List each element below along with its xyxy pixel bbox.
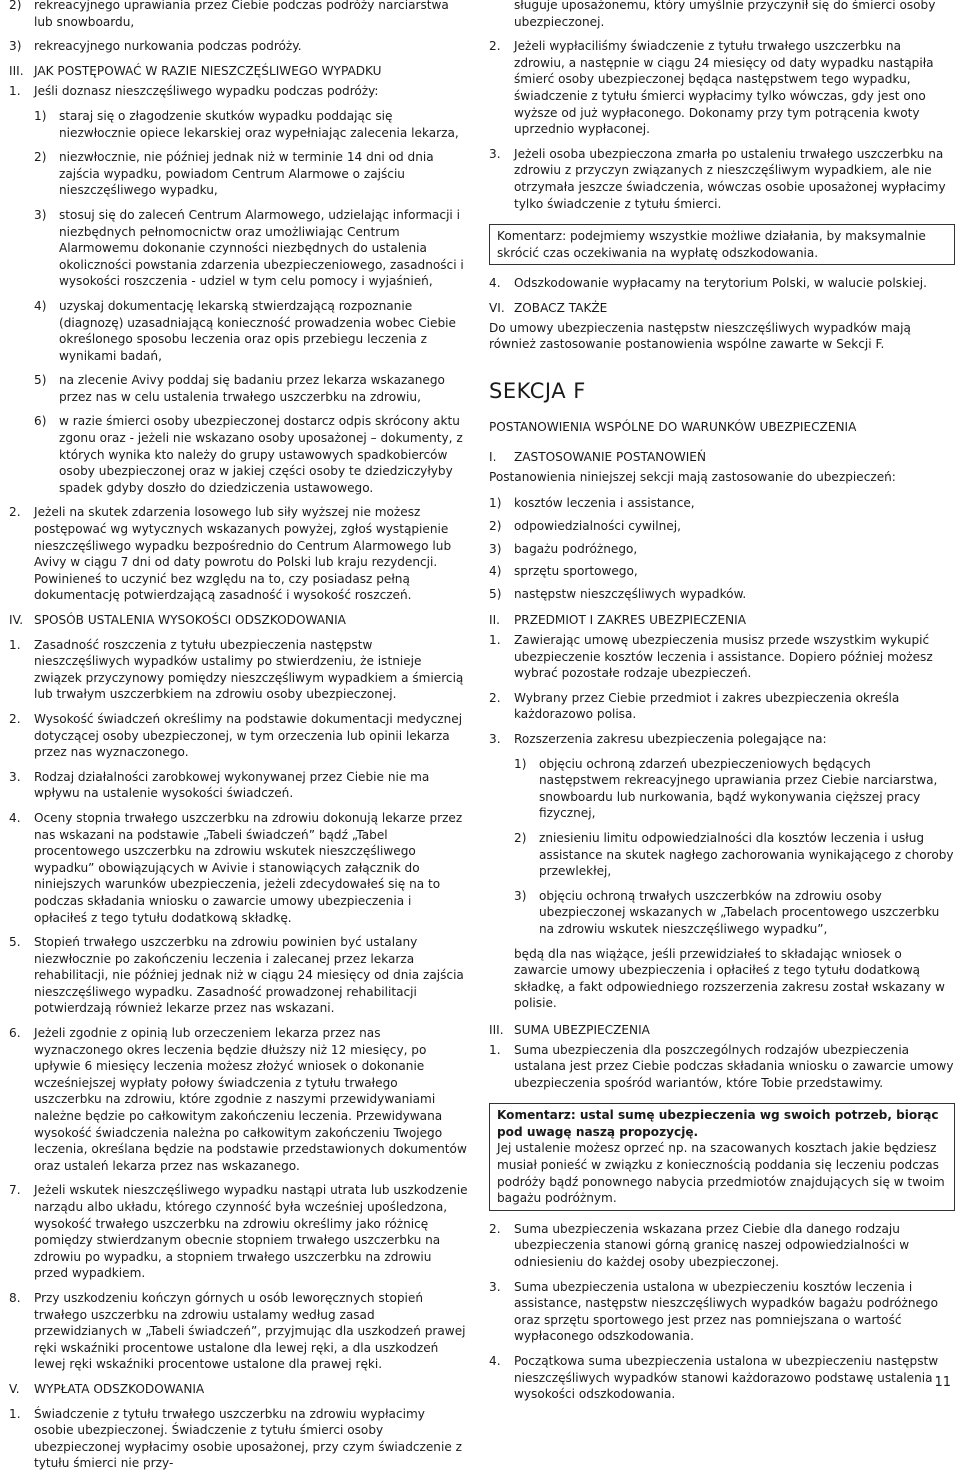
left-column bbox=[9, 0, 468, 1480]
comment-box bbox=[489, 1103, 955, 1211]
section-heading: III. JAK POSTĘPOWAĆ W RAZIE NIESZCZĘŚLIWEGO WYPADKU bbox=[9, 63, 382, 78]
list-item: 2. Wysokość świadczeń określimy na podstawie dokumentacji medycznej dotyczącej osoby ubezpieczonej, w tym orzeczenia lub opinii lekarza przez nas wyznaczonego. bbox=[9, 711, 463, 760]
list-item: 1. Jeśli doznasz nieszczęśliwego wypadku podczas podróży: bbox=[9, 84, 379, 99]
comment-box: Komentarz: podejmiemy wszystkie możliwe działania, by maksymalnie skrócić czas oczekiwania na wypłatę odszkodowania. bbox=[489, 224, 955, 265]
section-heading: III. SUMA UBEZPIECZENIA bbox=[489, 1022, 650, 1037]
list-item: 1. Zawierając umowę ubezpieczenia musisz przede wszystkim wykupić ubezpieczenie kosztów leczenia i assistance. Dopiero później możesz wybrać pozostałe rodzaje ubezpieczeń. bbox=[489, 633, 933, 681]
list-item: 2) niezwłocznie, nie później jednak niż w terminie 14 dni od dnia zajścia wypadku, powiadom Centrum Alarmowe o zajściu nieszczęśliwego wypadku, bbox=[34, 150, 434, 198]
list-item: 2. Suma ubezpieczenia wskazana przez Ciebie dla danego rodzaju ubezpieczenia stanowi górną granicę naszej odpowiedzialności w odniesieniu do każdej osoby ubezpieczonej. bbox=[489, 1221, 910, 1270]
continuation-text: sługuje uposażonemu, który umyślnie przyczynił się do śmierci osoby ubezpieczonej. bbox=[514, 0, 936, 29]
section-heading: I. ZASTOSOWANIE POSTANOWIEŃ bbox=[489, 450, 706, 465]
list-item: 5) na zlecenie Avivy poddaj się badaniu przez lekarza wskazanego przez nas w celu ustalenia trwałego uszczerbku na zdrowiu, bbox=[34, 373, 445, 404]
page-number: 11 bbox=[934, 1375, 951, 1391]
list-item: 1) staraj się o złagodzenie skutków wypadku poddając się niezwłocznie opiece lekarskiej oraz wypełniając zalecenia lekarza, bbox=[34, 108, 459, 140]
paragraph: będą dla nas wiążące, jeśli przewidziałeś to składając wniosek o zawarcie umowy ubezpieczenia i opłaciłeś z tego tytułu dodatkową składkę, a fakt odpowiedniego rozszerzenia zakresu został wskazany w polisie. bbox=[514, 946, 945, 1011]
list-item: 2. Jeżeli wypłaciliśmy świadczenie z tytułu trwałego uszczerbku na zdrowiu, a następnie w ciągu 24 miesięcy od daty wypadku nastąpiła śmierć osoby ubezpieczonej będąca następstwem tego wypadku, świadczenie z tytułu śmierci wypłacimy tylko wówczas, gdy jest ono wyższe od już wypłaconego. Dokonamy przy tym potrącenia kwoty uprzednio wypłaconej. bbox=[489, 39, 934, 137]
list-item: 3) objęciu ochroną trwałych uszczerbków na zdrowiu osoby ubezpieczonej wskazanych w „Tabelach procentowego uszczerbku na zdrowiu wskutek nieszczęśliwego wypadku”, bbox=[514, 888, 940, 936]
list-item: 7. Jeżeli wskutek nieszczęśliwego wypadku nastąpi utrata lub uszkodzenie narządu albo układu, którego czynność była wcześniej upośledzona, wysokość trwałego uszczerbku na zdrowiu określimy jako różnicę pomiędzy stwierdzanym obecnie stopniem trwałego uszczerbku na zdrowiu po wypadku, a stopniem trwałego uszczerbku na zdrowiu przed wypadkiem. bbox=[9, 1183, 468, 1281]
list-item: 4. Początkowa suma ubezpieczenia ustalona w ubezpieczeniu następstw nieszczęśliwych wypadków stanowi każdorazowo podstawę ustalenia wysokości odszkodowania. bbox=[489, 1354, 939, 1402]
list-item: 1. Zasadność roszczenia z tytułu ubezpieczenia następstw nieszczęśliwych wypadków ustalimy po stwierdzeniu, że istnieje związek przyczynowy pomiędzy nieszczęśliwym wypadkiem a śmiercią lub trwałym uszczerbkiem na zdrowiu osoby ubezpieczonej. bbox=[9, 637, 464, 702]
list-item: 2) odpowiedzialności cywilnej, bbox=[489, 519, 681, 534]
list-item: 4) uzyskaj dokumentację lekarską stwierdzającą rozpoznanie (diagnozę) uzasadniającą konieczność prowadzenia wobec Ciebie określonego sposobu leczenia oraz opis przebiegu leczenia z wynikami badań, bbox=[34, 298, 456, 363]
list-item: 2) zniesieniu limitu odpowiedzialności dla kosztów leczenia i usług assistance na skutek nagłego zachorowania wynikającego z choroby przewlekłej, bbox=[514, 830, 954, 879]
list-item: 3. Jeżeli osoba ubezpieczona zmarła po ustaleniu trwałego uszczerbku na zdrowiu z przyczyn związanych z nieszczęśliwym wypadkiem, ale nie otrzymała jeszcze świadczenia, wówczas osobie uposażonej wypłacimy tylko świadczenie z tytułu śmierci. bbox=[489, 146, 946, 211]
list-item: 2) rekreacyjnego uprawiania przez Ciebie podczas podróży narciarstwa lub snowboardu, bbox=[9, 0, 449, 29]
list-item: 3. Rodzaj działalności zarobkowej wykonywanej przez Ciebie nie ma wpływu na ustalenie wysokości świadczeń. bbox=[9, 769, 430, 801]
list-item: 2. Wybrany przez Ciebie przedmiot i zakres ubezpieczenia określa każdorazowo polisa. bbox=[489, 690, 900, 722]
list-item: 3. Rozszerzenia zakresu ubezpieczenia polegające na: bbox=[489, 732, 827, 746]
comment-title: Komentarz: ustal sumę ubezpieczenia wg swoich potrzeb, biorąc pod uwagę naszą propozycję. bbox=[497, 1108, 939, 1139]
section-heading: II. PRZEDMIOT I ZAKRES UBEZPIECZENIA bbox=[489, 613, 746, 628]
list-item: 3) stosuj się do zaleceń Centrum Alarmowego, udzielając informacji i niezbędnych pełnomocnictw oraz umożliwiając Centrum Alarmowemu dokonanie czynności niezbędnych do ustalenia okoliczności powstania zdarzenia ubezpieczeniowego, zasadności i wysokości roszczenia - udziel w tym celu pomocy i wyjaśnień, bbox=[34, 207, 464, 289]
section-heading: V. WYPŁATA ODSZKODOWANIA bbox=[9, 1381, 205, 1396]
list-item: 4. Odszkodowanie wypłacamy na terytorium Polski, w walucie polskiej. bbox=[489, 276, 927, 291]
comment-text: Jej ustalenie możesz oprzeć np. na szacowanych kosztach jakie będziesz musiał ponieść w związku z koniecznością poddania się leczeniu podczas podróży bądź ponownego nabycia przedmiotów znajdujących się w twoim bagażu podróżnym. bbox=[497, 1141, 945, 1206]
list-item: 6. Jeżeli zgodnie z opinią lub orzeczeniem lekarza przez nas wyznaczonego okres leczenia będzie dłuższy niż 12 miesięcy, po upływie 6 miesięcy leczenia możesz złożyć wniosek o dokonanie wcześniejszej wypłaty połowy świadczenia z tytułu trwałego uszczerbku na zdrowiu, które zgodnie z naszymi przewidywaniami należne będzie po całkowitym zakończeniu leczenia. Przewidywana wysokość świadczenia należna po całkowitym zakończeniu Twojego leczenia, określana będzie na podstawie przedstawionych dokumentów oraz ustaleń lekarza przez nas wskazanego. bbox=[9, 1026, 467, 1173]
list-item: 1) kosztów leczenia i assistance, bbox=[489, 496, 695, 511]
list-item: 1. Świadczenie z tytułu trwałego uszczerbku na zdrowiu wypłacimy osobie ubezpieczonej. Świadczenie z tytułu śmierci osoby ubezpieczonej wypłacimy osobie uposażonej, przy czym świadczenie z tytułu śmierci nie przy- bbox=[9, 1406, 462, 1471]
list-item: 2. Jeżeli na skutek zdarzenia losowego lub siły wyższej nie możesz postępować wg wytycznych wskazanych powyżej, zgłoś wystąpienie nieszczęśliwego wypadku bezpośrednio do Centrum Alarmowego lub Avivy w ciągu 7 dni od daty powrotu do Polski lub kraju rezydencji. Powinieneś to uczynić bez względu na to, czy posiadasz pełną dokumentację potwierdzającą zasadność i wysokość roszczeń. bbox=[9, 505, 452, 603]
list-item: 4. Oceny stopnia trwałego uszczerbku na zdrowiu dokonują lekarze przez nas wskazani na podstawie „Tabeli świadczeń” bądź „Tabel procentowego uszczerbku na zdrowiu wskutek nieszczęśliwego wypadku” obowiązujących w Avivie i stanowiących załącznik do niniejszych warunków ubezpieczenia, jeżeli zdecydowałeś się na to podczas składania wniosku o zawarcie umowy ubezpieczenia i opłaciłeś z tego tytułu dodatkową składkę. bbox=[9, 810, 463, 925]
list-item: 8. Przy uszkodzeniu kończyn górnych u osób leworęcznych stopień trwałego uszczerbku na zdrowiu ustalamy według zasad przewidzianych w „Tabeli świadczeń”, przyjmując dla uszkodzeń prawej ręki wskaźniki procentowe ustalone dla lewej ręki, a dla uszkodzeń lewej ręki wskaźniki procentowe ustalone dla prawej ręki. bbox=[9, 1290, 466, 1372]
paragraph: Do umowy ubezpieczenia następstw nieszczęśliwych wypadków mają również zastosowanie postanowienia wspólne zawarte w Sekcji F. bbox=[489, 320, 911, 352]
list-item: 5) następstw nieszczęśliwych wypadków. bbox=[489, 586, 747, 601]
list-item: 1. Suma ubezpieczenia dla poszczególnych rodzajów ubezpieczenia ustalana jest przez Ciebie podczas składania wniosku o zawarcie umowy ubezpieczenia spośród wariantów, które Tobie przedstawimy. bbox=[489, 1042, 954, 1090]
list-item: 1) objęciu ochroną zdarzeń ubezpieczeniowych będących następstwem rekreacyjnego uprawiania przez Ciebie narciarstwa, snowboardu lub nurkowania, bądź wykonywania cięższej pracy fizycznej, bbox=[514, 756, 938, 821]
list-item: 5. Stopień trwałego uszczerbku na zdrowiu powinien być ustalany niezwłocznie po zakończeniu leczenia i zalecanej przez lekarza rehabilitacji, nie później jednak niż w ciągu 24 miesięcy od dnia zajścia nieszczęśliwego wypadku. Zasadność prowadzonej rehabilitacji potwierdzają również lekarze przez nas wskazani. bbox=[9, 935, 464, 1016]
paragraph: Postanowienia niniejszej sekcji mają zastosowanie do ubezpieczeń: bbox=[489, 469, 896, 484]
list-item: 6) w razie śmierci osoby ubezpieczonej dostarcz odpis skrócony aktu zgonu oraz - jeżeli nie wskazano osoby uposażonej – dokumenty, z których wynika kto należy do grupy ustawowych spadkobierców osoby ubezpieczonej oraz w jakiej części osoby te dziedziczyłyby spadek gdyby doszło do dziedziczenia ustawowego. bbox=[34, 414, 463, 495]
list-item: 3) rekreacyjnego nurkowania podczas podróży. bbox=[9, 39, 302, 54]
section-subtitle: POSTANOWIENIA WSPÓLNE DO WARUNKÓW UBEZPIECZENIA bbox=[489, 419, 857, 434]
section-heading: IV. SPOSÓB USTALENIA WYSOKOŚCI ODSZKODOWANIA bbox=[9, 613, 346, 627]
list-item: 3. Suma ubezpieczenia ustalona w ubezpieczeniu kosztów leczenia i assistance, następstw nieszczęśliwych wypadków bagażu podróżnego oraz sprzętu sportowego jest przez nas pomniejszana o wartość wypłaconego odszkodowania. bbox=[489, 1279, 939, 1344]
right-column bbox=[489, 0, 955, 1411]
section-heading: VI. ZOBACZ TAKŻE bbox=[489, 300, 608, 315]
list-item: 3) bagażu podróżnego, bbox=[489, 541, 638, 556]
section-title: SEKCJA F bbox=[489, 378, 586, 403]
list-item: 4) sprzętu sportowego, bbox=[489, 564, 638, 579]
